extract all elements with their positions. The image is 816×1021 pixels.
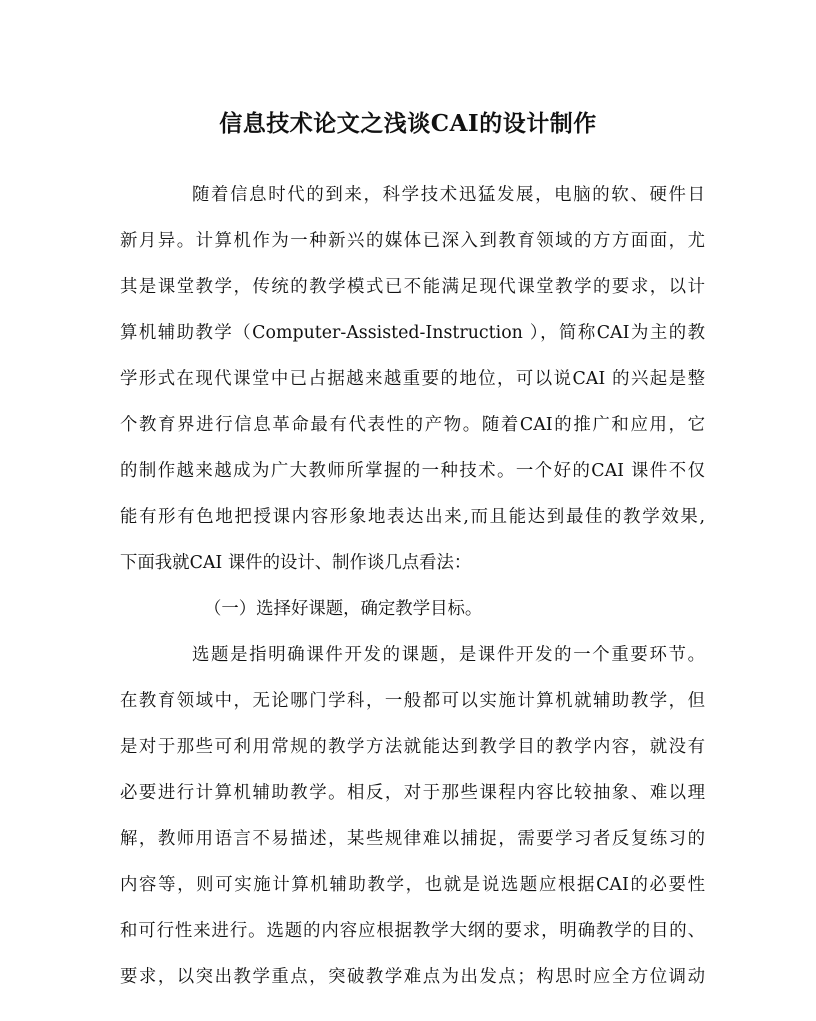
text-line: 内容等，则可实施计算机辅助教学，也就是说选题应根据CAI的必要性 [120,875,705,895]
text-line: 和可行性来进行。选题的内容应根据教学大纲的要求，明确教学的目的、 [120,921,705,941]
text-line: 要求，以突出教学重点，突破教学难点为出发点；构思时应全方位调动 [120,967,705,987]
text-line: 算机辅助教学（Computer-Assisted-Instruction ），简称CAI为主的教 [120,323,705,343]
text-line: 下面我就CAI 课件的设计、制作谈几点看法： [120,553,472,573]
text-line: 必要进行计算机辅助教学。相反，对于那些课程内容比较抽象、难以理 [120,783,705,803]
text-line: 选题是指明确课件开发的课题，是课件开发的一个重要环节。 [192,645,705,665]
text-line: 随着信息时代的到来，科学技术迅猛发展，电脑的软、硬件日 [192,185,705,205]
text-line: 在教育领域中，无论哪门学科，一般都可以实施计算机就辅助教学，但 [120,691,705,711]
text-line: 解，教师用语言不易描述，某些规律难以捕捉，需要学习者反复练习的 [120,829,705,849]
text-line: 能有形有色地把授课内容形象地表达出来,而且能达到最佳的教学效果, [120,507,705,527]
text-line: 的制作越来越成为广大教师所掌握的一种技术。一个好的CAI 课件不仅 [120,461,705,481]
section-heading: （一）选择好课题，确定教学目标。 [204,599,483,619]
text-line: 新月异。计算机作为一种新兴的媒体已深入到教育领域的方方面面，尤 [120,231,705,251]
text-line: 个教育界进行信息革命最有代表性的产物。随着CAI的推广和应用，它 [120,415,705,435]
document-title: 信息技术论文之浅谈CAI的设计制作 [219,110,597,137]
text-line: 是对于那些可利用常规的教学方法就能达到教学目的教学内容，就没有 [120,737,705,757]
text-line: 其是课堂教学，传统的教学模式已不能满足现代课堂教学的要求，以计 [120,277,705,297]
body-text [120,172,705,1000]
text-line: 学形式在现代课堂中已占据越来越重要的地位，可以说CAI 的兴起是整 [120,369,705,389]
